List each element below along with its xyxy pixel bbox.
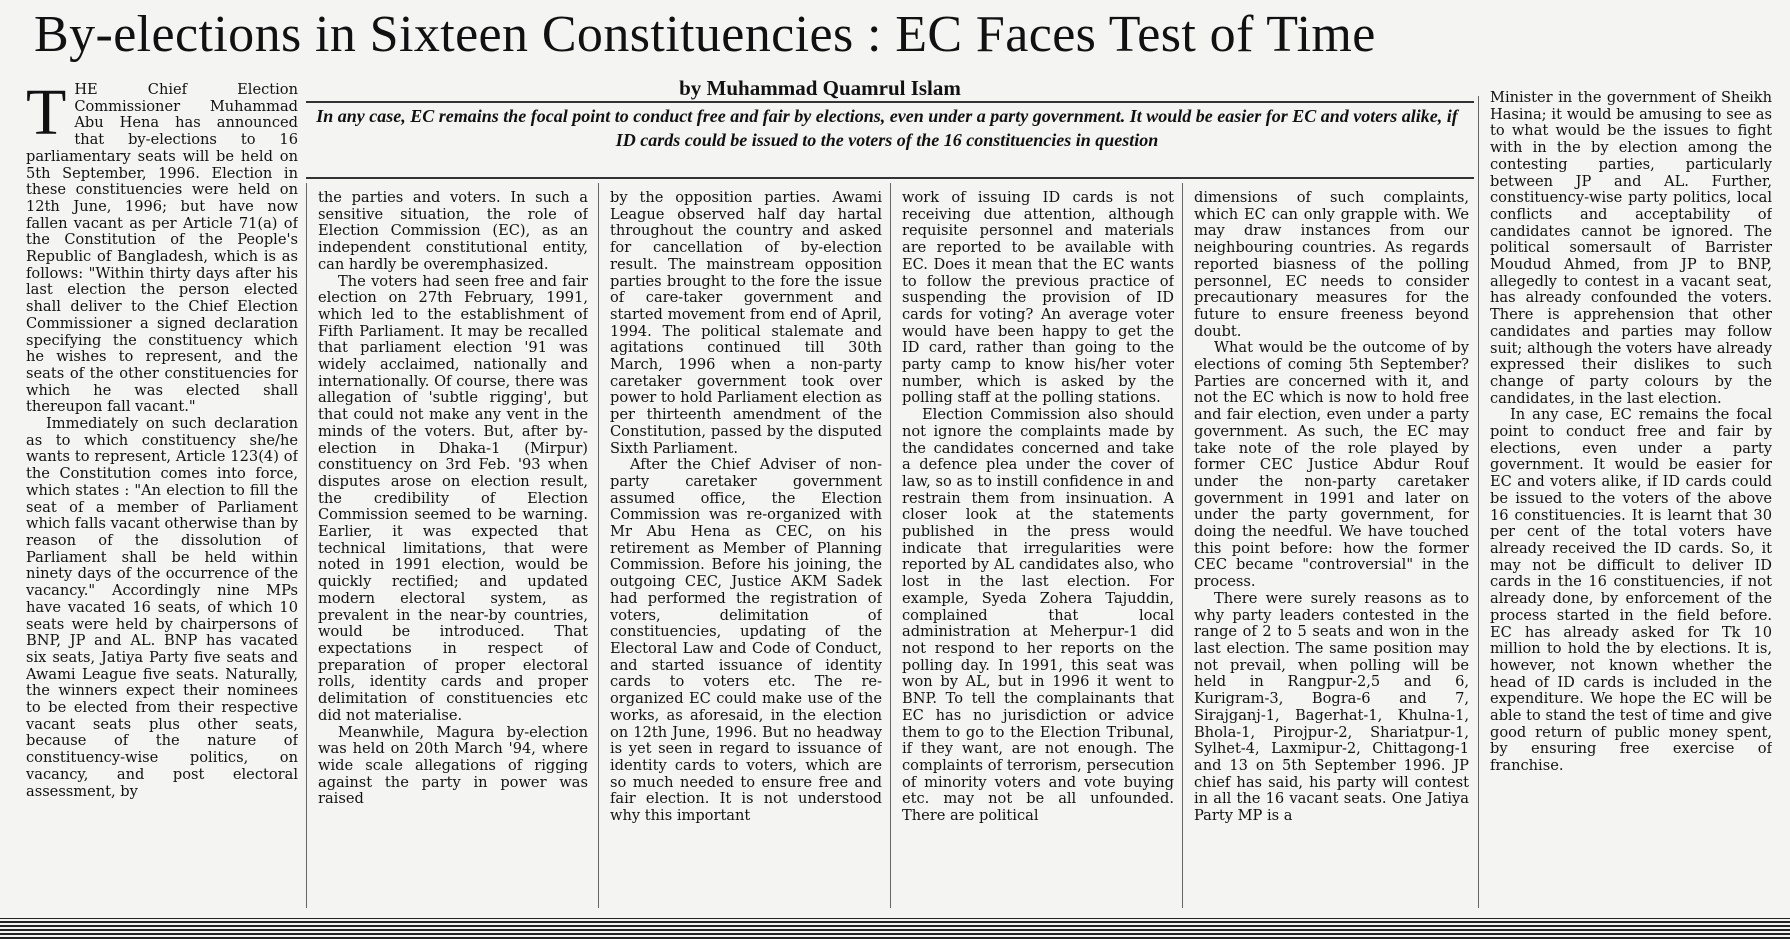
teaser-bottom-rule [306, 177, 1474, 179]
article-column-2 [318, 190, 588, 910]
paragraph: dimensions of such complaints, which EC can only grapple with. We may draw instances from our neighbouring countries. As regards reported biasness of the polling personnel, EC needs to consider precautionary measures for the future to ensure freeness beyond doubt. [1194, 190, 1469, 340]
drop-cap: T [26, 82, 67, 149]
column-rule [1478, 96, 1479, 908]
paragraph: What would be the outcome of by elections of coming 5th September? Parties are concerned with it, and not the EC which is now to hold free and fair election, even under a party government. As such, the EC may take note of the role played by former CEC Justice Abdur Rouf under the non-party caretaker government in 1991 and later on under the party government, for doing the needful. We have touched this point before: how the former CEC became "controversial" in the process. [1194, 339, 1469, 591]
article-column-6 [1490, 90, 1772, 910]
paragraph: by the opposition parties. Awami League observed half day hartal throughout the country and asked for cancellation of by-election result. The mainstream opposition parties brought to the fore the issue of care-taker government and started movement from end of April, 1994. The political stalemate and agitations continued till 30th March, 1996 when a non-party caretaker government took over power to hold Parliament election as per thirteenth amendment of the Constitution, passed by the disputed Sixth Parliament. [610, 190, 882, 457]
teaser-blurb: In any case, EC remains the focal point to conduct free and fair by elections, even under a party government. It would be easier for EC and voters alike, if ID cards could be issued to the voters of the 16 constituencies in question [316, 106, 1458, 150]
paragraph: Minister in the government of Sheikh Hasina; it would be amusing to see as to what would be the issues to fight with in the by election among the contesting parties, particularly between JP and AL. Further, constituency-wise party politics, local conflicts and acceptability of candidates cannot be ignored. The political somersault of Barrister Moudud Ahmed, from JP to BNP, allegedly to contest in a vacant seat, has already confounded the voters. There is apprehension that other candidates and parties may follow suit; although the voters have already expressed their dislikes to such change of party colours by the candidates, in the last election. [1490, 90, 1772, 407]
column-rule [598, 183, 599, 908]
headline: By-elections in Sixteen Constituencies : EC Faces Test of Time [34, 6, 1376, 63]
page-bottom-border [0, 918, 1790, 939]
teaser-top-rule [306, 101, 1474, 103]
column-rule [890, 183, 891, 908]
paragraph: The voters had seen free and fair election on 27th February, 1991, which led to the establishment of Fifth Parliament. It may be recalled that parliament election '91 was widely acclaimed, nationally and internationally. Of course, there was allegation of 'subtle rigging', but that could not make any vent in the minds of the voters. But, after by-election in Dhaka-1 (Mirpur) constituency on 3rd Feb. '93 when disputes arose on election result, the credibility of Election Commission seemed to be warning. Earlier, it was expected that technical limitations, that were noted in 1991 election, would be quickly rectified; and updated modern electoral system, as prevalent in the near-by countries, would be introduced. That expectations in respect of preparation of proper electoral rolls, identity cards and proper delimitation of constituencies etc did not materialise. [318, 272, 588, 724]
paragraph: Meanwhile, Magura by-election was held on 20th March '94, where wide scale allegations of rigging against the party in power was raised [318, 723, 588, 808]
paragraph: work of issuing ID cards is not receiving due attention, although requisite personnel and materials are reported to be available with EC. Does it mean that the EC wants to follow the previous practice of suspending the provision of ID cards for voting? An average voter would have been happy to get the ID card, rather than going to the party camp to know his/her voter number, which is asked by the polling staff at the polling stations. [902, 190, 1174, 407]
column-rule [306, 183, 307, 908]
column-rule [1182, 183, 1183, 908]
paragraph: Election Commission also should not ignore the complaints made by the candidates concerned and take a defence plea under the cover of law, so as to instill confidence in and restrain them from insinuation. A closer look at the statements published in the press would indicate that irregularities were reported by AL candidates also, who lost in the last election. For example, Syeda Zohera Tajuddin, complained that local administration at Meherpur-1 did not respond to her reports on the polling day. In 1991, this seat was won by AL, but in 1996 it went to BNP. To tell the complainants that EC has no jurisdiction or advice them to go to the Election Tribunal, if they want, are not enough. The complaints of terrorism, persecution of minority voters and vote buying etc. may not be all unfounded. There are political [902, 406, 1174, 825]
paragraph: There were surely reasons as to why party leaders contested in the range of 2 to 5 seats and won in the last election. The same position may not prevail, when polling will be held in Rangpur-2,5 and 6, Kurigram-3, Bogra-6 and 7, Sirajganj-1, Bagerhat-1, Khulna-1, Bhola-1, Pirojpur-2, Shariatpur-1, Sylhet-4, Laxmipur-2, Chittagong-1 and 13 on 5th September 1996. JP chief has said, his party will contest in all the 16 vacant seats. One Jatiya Party MP is a [1194, 589, 1469, 825]
article-column-1 [26, 82, 298, 910]
paragraph: In any case, EC remains the focal point to conduct free and fair by elections, even under a party government. It would be easier for EC and voters alike, if ID cards could be issued to the voters of the above 16 constituencies. It is learnt that 30 per cent of the total voters have already received the ID cards. So, it may not be difficult to deliver ID cards in the 16 constituencies, if not already done, by enforcement of the process started in the field before. EC has already asked for Tk 10 million to hold the by elections. It is, however, not known whether the head of ID cards is included in the expenditure. We hope the EC will be able to stand the test of time and give good return of public money spent, by ensuring free exercise of franchise. [1490, 406, 1772, 775]
paragraph: After the Chief Adviser of non-party caretaker government assumed office, the Election Commission was re-organized with Mr Abu Hena as CEC, on his retirement as Member of Planning Commission. Before his joining, the outgoing CEC, Justice AKM Sadek had performed the registration of voters, delimitation of constituencies, updating of the Electoral Law and Code of Conduct, and started issuance of identity cards to voters etc. The re-organized EC could make use of the works, as aforesaid, in the election on 12th June, 1996. But no headway is yet seen in regard to issuance of identity cards to voters, which are so much needed to ensure free and fair election. It is not understood why this important [610, 456, 882, 825]
article-column-4 [902, 190, 1174, 910]
paragraph: the parties and voters. In such a sensitive situation, the role of Election Commission (EC), as an independent constitutional entity, can hardly be overemphasized. [318, 190, 588, 273]
byline: by Muhammad Quamrul Islam [679, 76, 961, 100]
paragraph: Immediately on such declaration as to which constituency she/he wants to represent, Article 123(4) of the Constitution comes into force, which states : "An election to fill the seat of a member of Parliament which falls vacant otherwise than by reason of the dissolution of Parliament shall be held within ninety days of the occurrence of the vacancy." Accordingly nine MPs have vacated 16 seats, of which 10 seats were held by chairpersons of BNP, JP and AL. BNP has vacated six seats, Jatiya Party five seats and Awami League five seats. Naturally, the winners expect their nominees to be elected from their respective vacant seats plus other seats, because of the nature of constituency-wise politics, on vacancy, and post electoral assessment, by [26, 415, 298, 800]
paragraph: THE Chief Election Commissioner Muhammad Abu Hena has announced that by-elections to 16 parliamentary seats will be held on 5th September, 1996. Election in these constituencies were held on 12th June, 1996; but have now fallen vacant as per Article 71(a) of the Constitution of the People's Republic of Bangladesh, which is as follows: "Within thirty days after his last election the person elected shall deliver to the Chief Election Commissioner a signed declaration specifying the constituency which he wishes to represent, and the seats of the other constituencies for which he was elected shall thereupon fall vacant." [26, 82, 298, 416]
article-column-5 [1194, 190, 1469, 910]
article-column-3 [610, 190, 882, 910]
